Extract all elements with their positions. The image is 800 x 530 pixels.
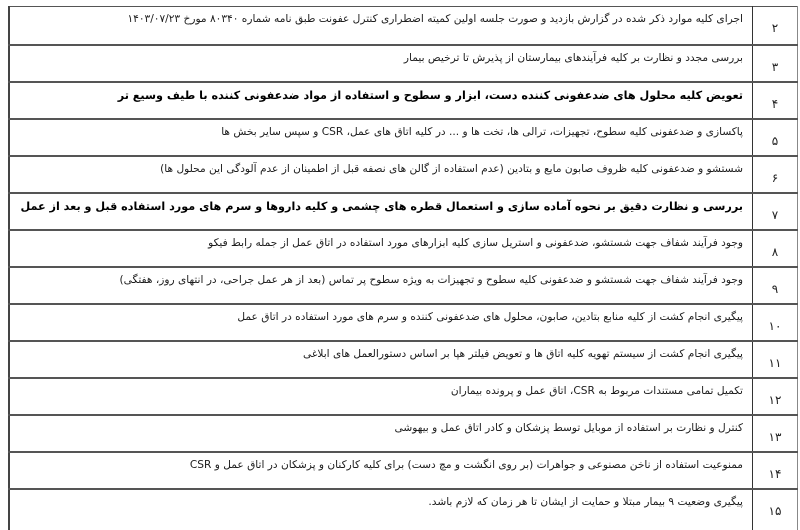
table-row	[9, 452, 798, 489]
row-number-cell	[753, 452, 798, 489]
table-row	[9, 341, 798, 378]
row-text-cell	[9, 230, 753, 267]
row-number: ۴	[771, 97, 779, 111]
row-text-cell	[9, 341, 753, 378]
row-text: پیگیری انجام کشت از کلیه منابع بتادین، صابون، محلول های ضدعفونی کننده و سرم های مورد استفاده در اتاق عمل	[237, 311, 743, 323]
row-number: ۱۳	[768, 430, 782, 444]
table-row	[9, 415, 798, 452]
row-number-cell	[753, 415, 798, 452]
row-number: ۱۴	[768, 467, 782, 481]
row-number: ۲	[771, 21, 779, 35]
row-text: اجرای کلیه موارد ذکر شده در گزارش بازدید و صورت جلسه اولین کمیته اضطراری کنترل عفونت طبق نامه شماره ۸۰۳۴۰ مورخ ۱۴۰۳/۰۷/۲۳	[127, 13, 743, 25]
row-text: پیگیری وضعیت ۹ بیمار مبتلا و حمایت از ایشان تا هر زمان که لازم باشد.	[428, 496, 743, 508]
row-number: ۳	[771, 60, 779, 74]
table-row	[9, 82, 798, 119]
row-text-cell	[9, 156, 753, 193]
row-text-cell	[9, 193, 753, 230]
table-row	[9, 489, 798, 530]
row-number-cell	[753, 45, 798, 82]
row-text-cell	[9, 82, 753, 119]
row-text: پاکسازی و ضدعفونی کلیه سطوح، تجهیزات، ترالی ها، تخت ها و ... در کلیه اتاق های عمل، CSR و سپس سایر بخش ها	[221, 126, 743, 138]
row-text: شستشو و ضدعفونی کلیه ظروف صابون مایع و بتادین (عدم استفاده از گالن های نصفه قبل از اطمینان از عدم آلودگی این محلول ها)	[160, 163, 743, 175]
row-text: پیگیری انجام کشت از سیستم تهویه کلیه اتاق ها و تعویض فیلتر هپا بر اساس دستورالعمل های ابلاغی	[303, 348, 743, 360]
table-row	[9, 304, 798, 341]
row-text: تعویض کلیه محلول های ضدعفونی کننده دست، ابزار و سطوح و استفاده از مواد ضدعفونی کننده با طیف وسیع تر	[117, 89, 743, 102]
row-text-cell	[9, 119, 753, 156]
row-number: ۶	[771, 171, 779, 185]
row-text-cell	[9, 45, 753, 82]
row-text: وجود فرآیند شفاف جهت شستشو و ضدعفونی کلیه سطوح و تجهیزات به ویژه سطوح پر تماس (بعد از هر عمل جراحی، در انتهای روز، هفتگی)	[119, 274, 743, 286]
row-text: تکمیل تمامی مستندات مربوط به CSR، اتاق عمل و پرونده بیماران	[450, 385, 743, 397]
row-text-cell	[9, 452, 753, 489]
row-text-cell	[9, 489, 753, 530]
row-number-cell	[753, 304, 798, 341]
row-number: ۹	[771, 282, 779, 296]
row-text: ممنوعیت استفاده از ناخن مصنوعی و جواهرات (بر روی انگشت و مچ دست) برای کلیه کارکنان و پزشکان در اتاق عمل و CSR	[189, 459, 743, 471]
row-text-cell	[9, 415, 753, 452]
row-text-cell	[9, 7, 753, 46]
row-number: ۱۰	[768, 319, 782, 333]
row-number: ۱۵	[768, 504, 782, 518]
row-number-cell	[753, 156, 798, 193]
row-number-cell	[753, 119, 798, 156]
row-number: ۱۱	[768, 356, 782, 370]
table-row	[9, 45, 798, 82]
table-row	[9, 267, 798, 304]
row-text-cell	[9, 304, 753, 341]
row-number: ۷	[771, 208, 779, 222]
row-number-cell	[753, 193, 798, 230]
table-row	[9, 119, 798, 156]
row-number: ۸	[771, 245, 779, 259]
row-number: ۱۲	[768, 393, 782, 407]
table-row	[9, 378, 798, 415]
row-text: بررسی و نظارت دقیق بر نحوه آماده سازی و استعمال قطره های چشمی و کلیه داروها و سرم های مورد استفاده قبل و بعد از عمل	[20, 200, 743, 213]
row-number-cell	[753, 489, 798, 530]
row-text: بررسی مجدد و نظارت بر کلیه فرآیندهای بیمارستان از پذیرش تا ترخیص بیمار	[403, 52, 743, 64]
row-text: کنترل و نظارت بر استفاده از موبایل توسط پزشکان و کادر اتاق عمل و بیهوشی	[394, 422, 743, 434]
row-text-cell	[9, 267, 753, 304]
row-number-cell	[753, 230, 798, 267]
row-text: وجود فرآیند شفاف جهت شستشو، ضدعفونی و استریل سازی کلیه ابزارهای مورد استفاده در اتاق عمل از جمله رابط فیکو	[208, 237, 743, 249]
table-row	[9, 230, 798, 267]
row-number-cell	[753, 82, 798, 119]
row-number-cell	[753, 267, 798, 304]
row-number-cell	[753, 341, 798, 378]
row-number-cell	[753, 378, 798, 415]
table-row	[9, 7, 798, 46]
action-items-table	[8, 6, 798, 530]
table-row	[9, 156, 798, 193]
table-row	[9, 193, 798, 230]
row-text-cell	[9, 378, 753, 415]
row-number-cell	[753, 7, 798, 46]
row-number: ۵	[771, 134, 779, 148]
